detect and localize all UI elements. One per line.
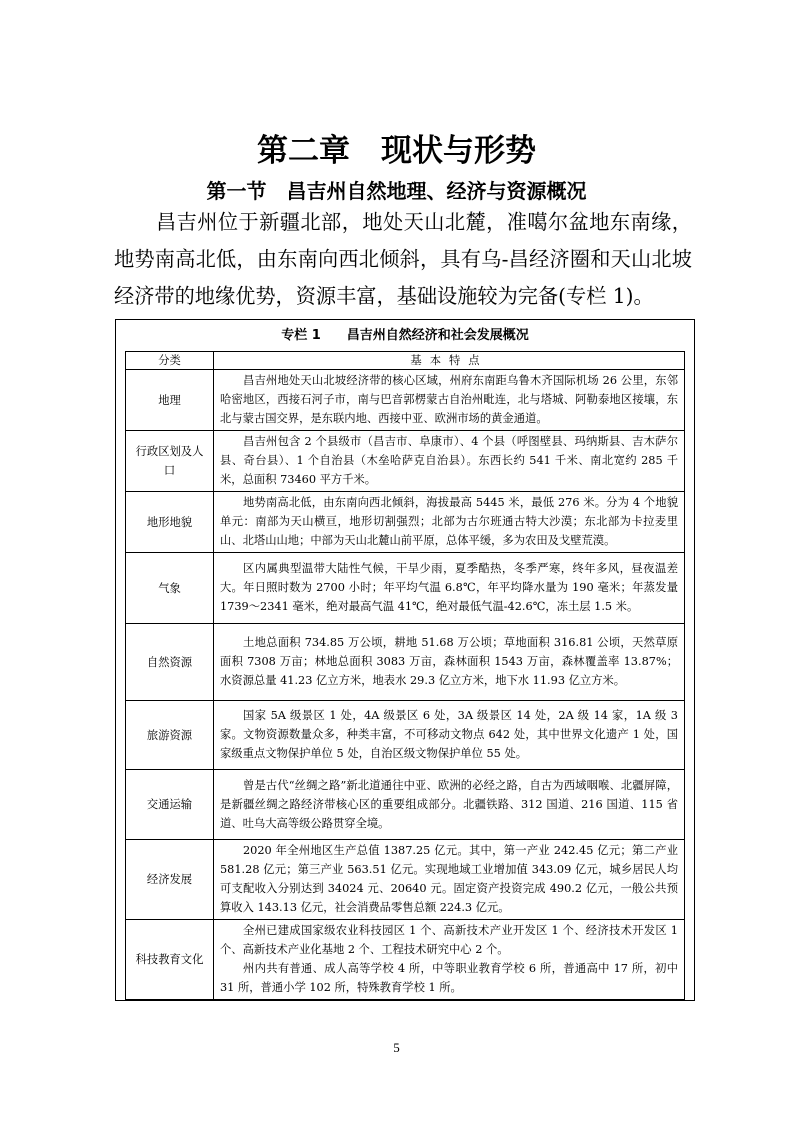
table-row (126, 701, 685, 770)
row-description (214, 370, 685, 431)
table-row (126, 920, 685, 1000)
section-title: 第一节 昌吉州自然地理、经济与资源概况 (206, 179, 587, 203)
row-category: 地形地貌 (126, 492, 214, 553)
info-box-title: 专栏 1 昌吉州自然经济和社会发展概况 (281, 328, 529, 343)
table-row (126, 840, 685, 920)
table-row (126, 770, 685, 840)
page-number: 5 (393, 1040, 400, 1055)
row-description (214, 492, 685, 553)
description-paragraph: 曾是古代“丝绸之路”新北道通往中亚、欧洲的必经之路，自古为西域咽喉、北疆屏障，是新疆丝绸之路经济带核心区的重要组成部分。北疆铁路、312 国道、216 国道、115 省道、吐乌大高等级公路贯穿全境。 (220, 778, 678, 830)
row-category: 自然资源 (126, 624, 214, 701)
row-description (214, 701, 685, 770)
description-paragraph: 昌吉州包含 2 个县级市（昌吉市、阜康市）、4 个县（呼图壁县、玛纳斯县、吉木萨尔县、奇台县）、1 个自治县（木垒哈萨克自治县）。东西长约 541 千米、南北宽约 285 千米，总面积 73460 平方千米。 (220, 435, 678, 486)
info-table (125, 351, 685, 1000)
intro-paragraph: 昌吉州位于新疆北部，地处天山北麓，准噶尔盆地东南缘，地势南高北低，由东南向西北倾斜，具有乌-昌经济圈和天山北坡经济带的地缘优势，资源丰富，基础设施较为完备(专栏 1)。 (114, 210, 692, 308)
row-category: 经济发展 (126, 840, 214, 920)
description-paragraph: 昌吉州地处天山北坡经济带的核心区域，州府东南距乌鲁木齐国际机场 26 公里，东邻哈密地区，西接石河子市，南与巴音郭楞蒙古自治州毗连，北与塔城、阿勒泰地区接壤，东北与蒙古国交界，是东联内地、西接中亚、欧洲市场的黄金通道。 (220, 374, 678, 425)
table-row (126, 431, 685, 492)
description-paragraph: 全州已建成国家级农业科技园区 1 个、高新技术产业开发区 1 个、经济技术开发区 1 个、高新技术产业化基地 2 个、工程技术研究中心 2 个。 (220, 924, 678, 956)
description-paragraph: 地势南高北低，由东南向西北倾斜，海拔最高 5445 米，最低 276 米。分为 4 个地貌单元：南部为天山横亘，地形切割强烈；北部为古尔班通古特大沙漠；东北部为卡拉麦里山、北塔山山地；中部为天山北麓山前平原，总体平缓，多为农田及戈壁荒漠。 (220, 496, 678, 547)
chapter-title: 第二章 现状与形势 (257, 133, 536, 169)
row-category: 交通运输 (126, 770, 214, 840)
description-paragraph: 土地总面积 734.85 万公顷，耕地 51.68 万公顷；草地面积 316.81 公顷，天然草原面积 7308 万亩；林地总面积 3083 万亩，森林面积 1543 万亩，森林覆盖率 13.87%；水资源总量 41.23 亿立方米，地表水 29.3 亿立方米，地下水 11.93 亿立方米。 (220, 636, 678, 687)
description-paragraph: 国家 5A 级景区 1 处，4A 级景区 6 处，3A 级景区 14 处，2A 级 14 家，1A 级 3 家。文物资源数量众多，种类丰富，不可移动文物点 642 处，其中世界文化遗产 1 处，国家级重点文物保护单位 5 处，自治区级文物保护单位 55 处。 (220, 709, 678, 760)
row-description (214, 553, 685, 624)
row-description (214, 770, 685, 840)
table-row (126, 370, 685, 431)
info-table-body (126, 370, 685, 1000)
row-description (214, 624, 685, 701)
header-description: 基本特点 (214, 352, 685, 370)
description-paragraph: 州内共有普通、成人高等学校 4 所，中等职业教育学校 6 所，普通高中 17 所，初中 31 所，普通小学 102 所，特殊教育学校 1 所。 (220, 962, 678, 994)
info-box (115, 319, 695, 1001)
row-description (214, 431, 685, 492)
row-category: 旅游资源 (126, 701, 214, 770)
row-category: 科技教育文化 (126, 920, 214, 1000)
table-row (126, 624, 685, 701)
table-header-row (126, 352, 685, 370)
description-paragraph: 2020 年全州地区生产总值 1387.25 亿元。其中，第一产业 242.45 亿元；第二产业 581.28 亿元；第三产业 563.51 亿元。实现地域工业增加值 343.09 亿元，城乡居民人均可支配收入分别达到 34024 元、20640 元。固定资产投资完成 490.2 亿元，一般公共预算收入 143.13 亿元，社会消费品零售总额 224.3 亿元。 (220, 844, 678, 914)
description-paragraph: 区内属典型温带大陆性气候，干旱少雨，夏季酷热，冬季严寒，终年多风，昼夜温差大。年日照时数为 2700 小时；年平均气温 6.8℃，年平均降水量为 190 毫米；年蒸发量 1739～2341 毫米，绝对最高气温 41℃，绝对最低气温-42.6℃，冻土层 1.5 米。 (220, 562, 678, 613)
header-category: 分类 (126, 352, 214, 370)
row-category: 气象 (126, 553, 214, 624)
row-description (214, 920, 685, 1000)
row-category: 行政区划及人口 (126, 431, 214, 492)
table-row (126, 553, 685, 624)
row-description (214, 840, 685, 920)
row-category: 地理 (126, 370, 214, 431)
table-row (126, 492, 685, 553)
